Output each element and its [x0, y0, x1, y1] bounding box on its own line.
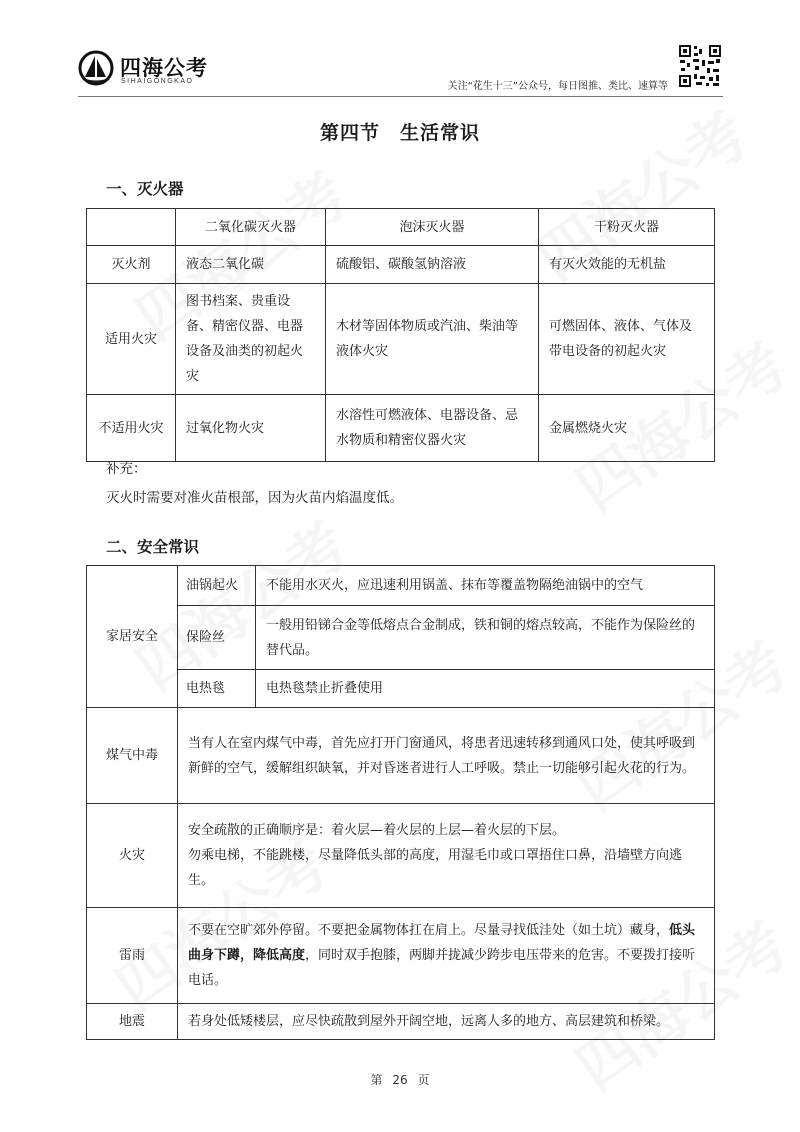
table-header-cell: 泡沫灭火器: [326, 209, 539, 246]
table-row: [87, 670, 715, 708]
row-label: 灭火剂: [87, 246, 176, 284]
table-row: [87, 1004, 715, 1040]
sailboat-logo-icon: [78, 50, 114, 86]
table-cell: [178, 804, 715, 908]
table-row: [87, 606, 715, 670]
table-cell: 水溶性可燃液体、电器设备、忌水物质和精密仪器火灾: [326, 395, 539, 462]
table-header-cell: 二氧化碳灭火器: [176, 209, 326, 246]
row-label: 雷雨: [87, 908, 178, 1004]
qr-code-icon[interactable]: [678, 44, 722, 88]
table-row: [87, 804, 715, 908]
row-label: 家居安全: [87, 566, 178, 708]
sub-label: 电热毯: [178, 670, 256, 708]
table-row: [87, 708, 715, 804]
table-cell: 若身处低矮楼层，应尽快疏散到屋外开阔空地，远离人多的地方、高层建筑和桥梁。: [178, 1004, 715, 1040]
row-label: 不适用火灾: [87, 395, 176, 462]
table-row: [87, 566, 715, 606]
table-cell: 当有人在室内煤气中毒，首先应打开门窗通风，将患者迅速转移到通风口处，使其呼吸到新鲜的空气，缓解组织缺氧，并对昏迷者进行人工呼吸。禁止一切能够引起火花的行为。: [178, 708, 715, 804]
table-cell: 图书档案、贵重设备、精密仪器、电器设备及油类的初起火灾: [176, 284, 326, 395]
table-cell: 过氧化物火灾: [176, 395, 326, 462]
supplement-text: 灭火时需要对准火苗根部，因为火苗内焰温度低。: [106, 490, 403, 506]
safety-table: [86, 565, 715, 1040]
page-header: [0, 0, 800, 100]
table-row: [87, 908, 715, 1004]
table-cell: [178, 908, 715, 1004]
storm-emphasis: 低头曲身下蹲，降低高度: [188, 923, 696, 963]
fire-line-1: 安全疏散的正确顺序是：着火层—着火层的上层—着火层的下层。: [188, 823, 566, 838]
supplement-label: 补充：: [106, 461, 147, 477]
table-row: [87, 284, 715, 395]
table-cell: 木材等固体物质或汽油、柴油等液体火灾: [326, 284, 539, 395]
table-cell: 可燃固体、液体、气体及带电设备的初起火灾: [539, 284, 715, 395]
row-label: 煤气中毒: [87, 708, 178, 804]
row-label: 火灾: [87, 804, 178, 908]
table-header-cell: [87, 209, 176, 246]
page-number: 第 26 页: [370, 1073, 430, 1087]
section-heading-extinguishers: 一、灭火器: [106, 180, 184, 198]
logo-subtext: SIHAIGONGKAO: [121, 78, 194, 85]
table-row: [87, 246, 715, 284]
table-header-row: [87, 209, 715, 246]
sub-label: 油锅起火: [178, 566, 256, 606]
table-cell: 有灭火效能的无机盐: [539, 246, 715, 284]
storm-text-1: 不要在空旷郊外停留。不要把金属物体扛在肩上。尽量寻找低洼处（如土坑）藏身，: [188, 923, 670, 938]
table-cell: 一般用铅锑合金等低熔点合金制成，铁和铜的熔点较高，不能作为保险丝的替代品。: [256, 606, 715, 670]
table-cell: 液态二氧化碳: [176, 246, 326, 284]
section-heading-safety: 二、安全常识: [106, 538, 200, 556]
table-row: [87, 395, 715, 462]
logo-text: 四海公考: [120, 56, 208, 80]
row-label: 地震: [87, 1004, 178, 1040]
extinguisher-table: [86, 208, 715, 462]
table-cell: 电热毯禁止折叠使用: [256, 670, 715, 708]
table-cell: 硫酸铝、碳酸氢钠溶液: [326, 246, 539, 284]
table-cell: 金属燃烧火灾: [539, 395, 715, 462]
storm-text-2: ，同时双手抱膝，两脚并拢减少跨步电压带来的危害。不要拨打接听电话。: [188, 948, 696, 988]
header-note: 关注“花生十三”公众号，每日图推、类比、速算等: [447, 81, 668, 92]
table-cell: 不能用水灭火，应迅速利用锅盖、抹布等覆盖物隔绝油锅中的空气: [256, 566, 715, 606]
header-divider: [78, 96, 723, 97]
sub-label: 保险丝: [178, 606, 256, 670]
table-header-cell: 干粉灭火器: [539, 209, 715, 246]
page-title: 第四节 生活常识: [319, 122, 480, 144]
fire-line-2: 勿乘电梯，不能跳楼，尽量降低头部的高度，用湿毛巾或口罩捂住口鼻，沿墙壁方向逃生。: [188, 848, 683, 888]
row-label: 适用火灾: [87, 284, 176, 395]
